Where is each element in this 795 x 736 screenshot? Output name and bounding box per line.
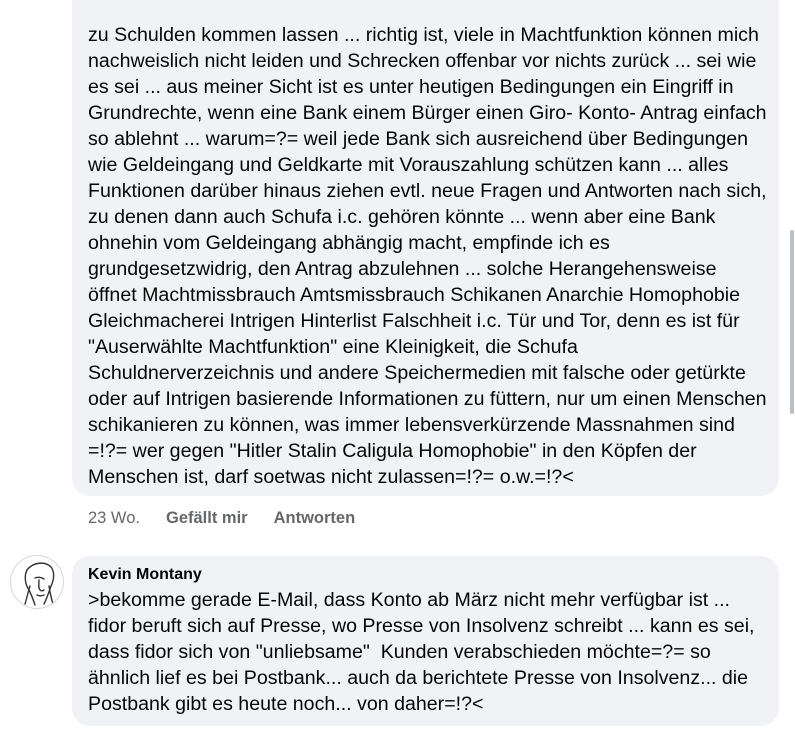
comment-timestamp[interactable]: 23 Wo. bbox=[88, 509, 140, 527]
comment-text-kevin: >bekomme gerade E-Mail, dass Konto ab März nicht mehr verfügbar ist ... fidor beruft sich auf Presse, wo Presse von Insolvenz schreibt ... kann es sei, dass fidor sich von "unliebsame" Kunden verabschieden möchte=?= so ähnlich lief es bei Postbank... auch da berichtete Presse von Insolvenz... die Postbank gibt es heute noch... von daher=!?< bbox=[88, 589, 760, 715]
reply-button[interactable]: Antworten bbox=[273, 509, 356, 527]
comment-bubble bbox=[72, 0, 779, 496]
avatar[interactable] bbox=[10, 555, 64, 609]
comment-author[interactable]: Kevin Montany bbox=[88, 566, 202, 583]
comment-bubble-kevin bbox=[72, 556, 779, 726]
sketch-face-avatar-icon bbox=[11, 556, 64, 609]
scrollbar[interactable] bbox=[790, 230, 794, 414]
like-button[interactable]: Gefällt mir bbox=[165, 509, 248, 527]
comment-text: zu Schulden kommen lassen ... richtig ist, viele in Machtfunktion können mich nachweislich nicht leiden und Schrecken offenbar vor nichts zurück ... sei wie es sei ... aus meiner Sicht ist es unter heutigen Bedingungen ein Eingriff in Grundrechte, wenn eine Bank einem Bürger einen Giro- Konto- Antrag einfach so ablehnt ... warum=?= weil jede Bank sich ausreichend über Bedingungen wie Geldeingang und Geldkarte mit Vorauszahlung schützen kann ... alles Funktionen darüber hinaus ziehen evtl. neue Fragen und Antworten nach sich, zu denen dann auch Schufa i.c. gehören könnte ... wenn aber eine Bank ohnehin vom Geldeingang abhängig macht, empfinde ich es grundgesetzwidrig, den Antrag abzulehnen ... solche Herangehensweise öffnet Machtmissbrauch Amtsmissbrauch Schikanen Anarchie Homophobie Gleichmacherei Intrigen Hinterlist Falschheit i.c. Tür und Tor, denn es ist für "Auserwählte Machtfunktion" eine Kleinigkeit, die Schufa Schuldnerverzeichnis und andere Speichermedien mit falsche oder getürkte oder auf Intrigen basierende Informationen zu füttern, nur um einen Menschen schikanieren zu können, was immer lebensverkürzende Massnahmen sind =!?= wer gegen "Hitler Stalin Caligula Homophobie" in den Köpfen der Menschen ist, darf soetwas nicht zulassen=!?= o.w.=!?< bbox=[88, 24, 773, 488]
comment-actions bbox=[88, 506, 355, 530]
